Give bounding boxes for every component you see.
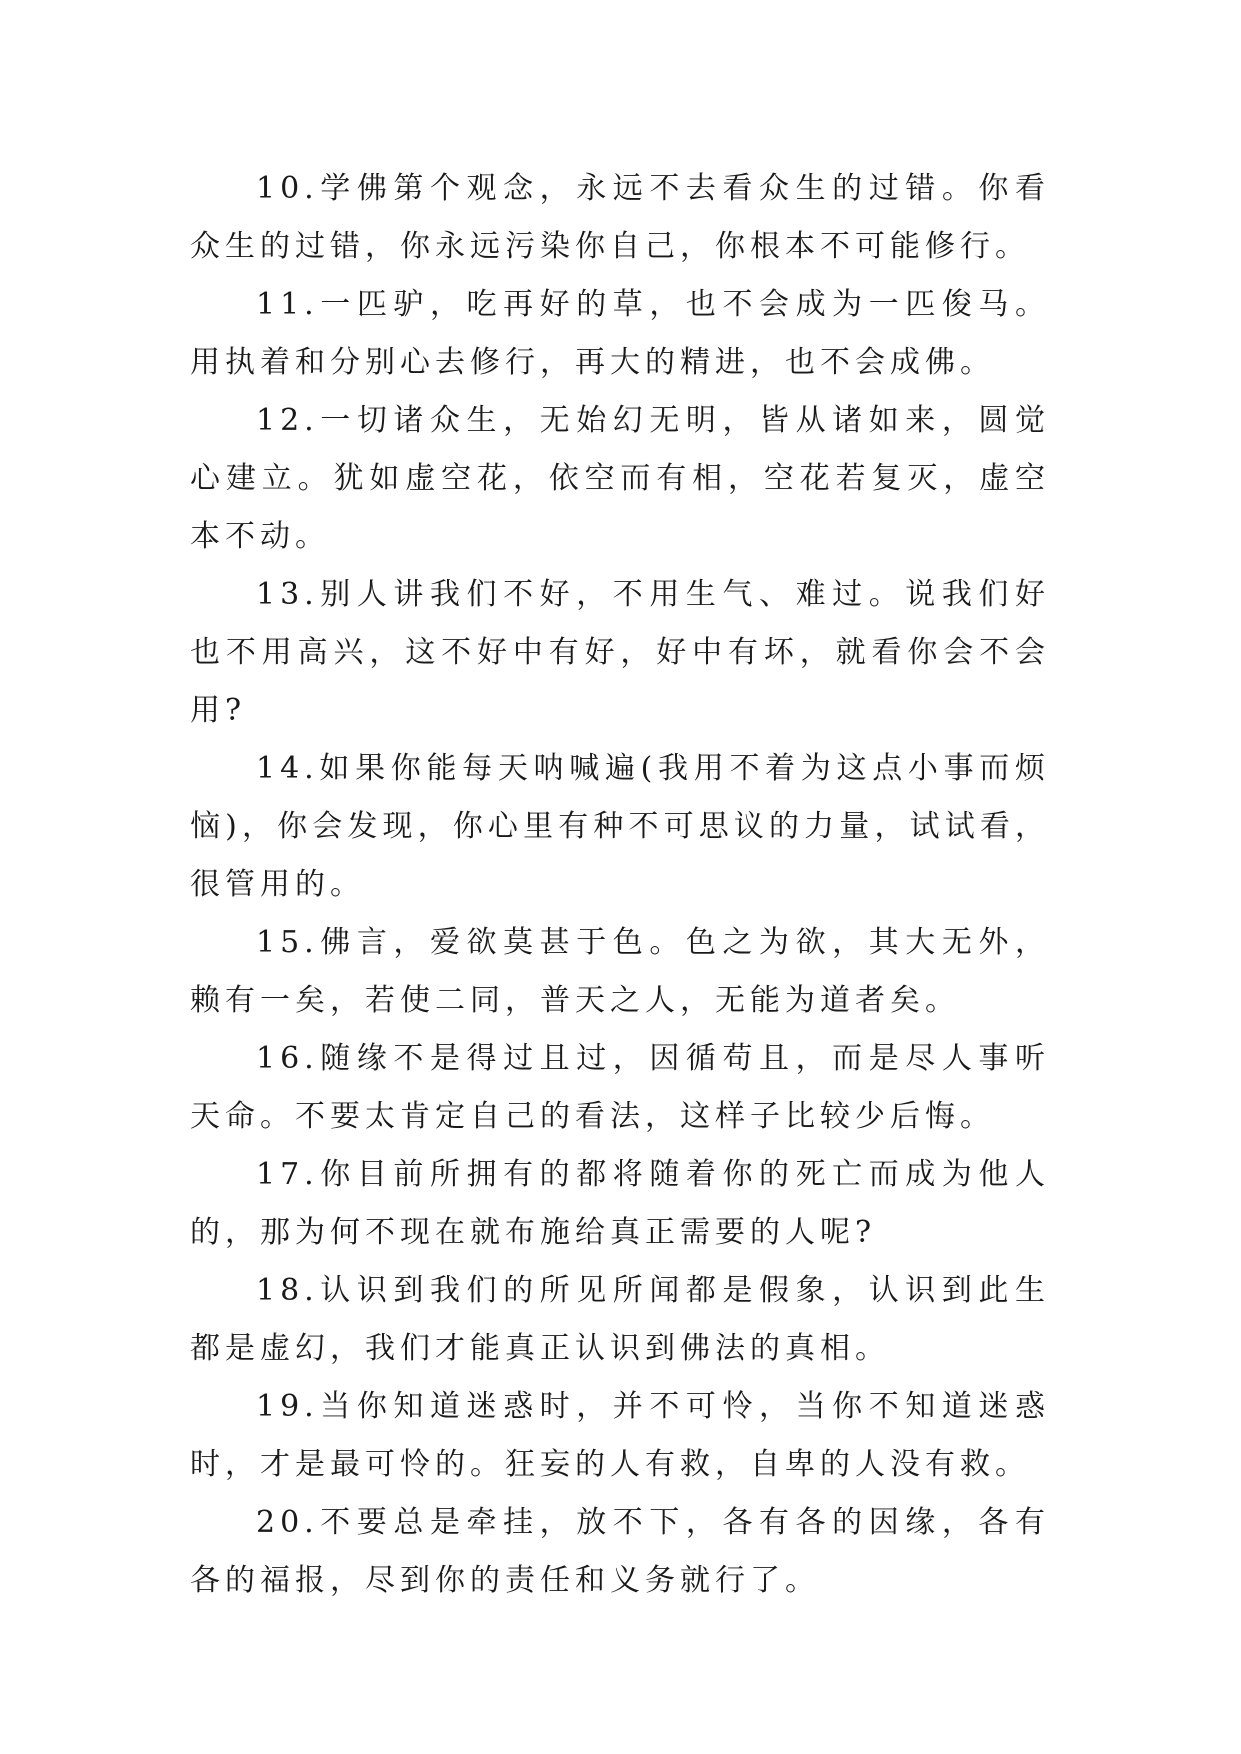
- paragraph-11: 11.一匹驴，吃再好的草，也不会成为一匹俊马。用执着和分别心去修行，再大的精进，也不会成佛。: [190, 287, 1050, 380]
- paragraph-16: 16.随缘不是得过且过，因循苟且，而是尽人事听天命。不要太肯定自己的看法，这样子比较少后悔。: [190, 1041, 1050, 1134]
- paragraph-12: 12.一切诸众生，无始幻无明，皆从诸如来，圆觉心建立。犹如虚空花，依空而有相，空花若复灭，虚空本不动。: [190, 403, 1050, 554]
- paragraph-17: 17.你目前所拥有的都将随着你的死亡而成为他人的，那为何不现在就布施给真正需要的人呢?: [190, 1157, 1050, 1250]
- document-body: [190, 160, 1050, 1610]
- paragraph-18: 18.认识到我们的所见所闻都是假象，认识到此生都是虚幻，我们才能真正认识到佛法的真相。: [190, 1273, 1050, 1366]
- paragraph-13: 13.别人讲我们不好，不用生气、难过。说我们好也不用高兴，这不好中有好，好中有坏，就看你会不会用?: [190, 577, 1050, 728]
- paragraph-10: 10.学佛第个观念，永远不去看众生的过错。你看众生的过错，你永远污染你自己，你根本不可能修行。: [190, 171, 1050, 264]
- paragraph-14: 14.如果你能每天呐喊遍(我用不着为这点小事而烦恼)，你会发现，你心里有种不可思议的力量，试试看，很管用的。: [190, 751, 1050, 902]
- paragraph-19: 19.当你知道迷惑时，并不可怜，当你不知道迷惑时，才是最可怜的。狂妄的人有救，自卑的人没有救。: [190, 1389, 1050, 1482]
- paragraph-20: 20.不要总是牵挂，放不下，各有各的因缘，各有各的福报，尽到你的责任和义务就行了。: [190, 1505, 1050, 1598]
- paragraph-15: 15.佛言，爱欲莫甚于色。色之为欲，其大无外，赖有一矣，若使二同，普天之人，无能为道者矣。: [190, 925, 1050, 1018]
